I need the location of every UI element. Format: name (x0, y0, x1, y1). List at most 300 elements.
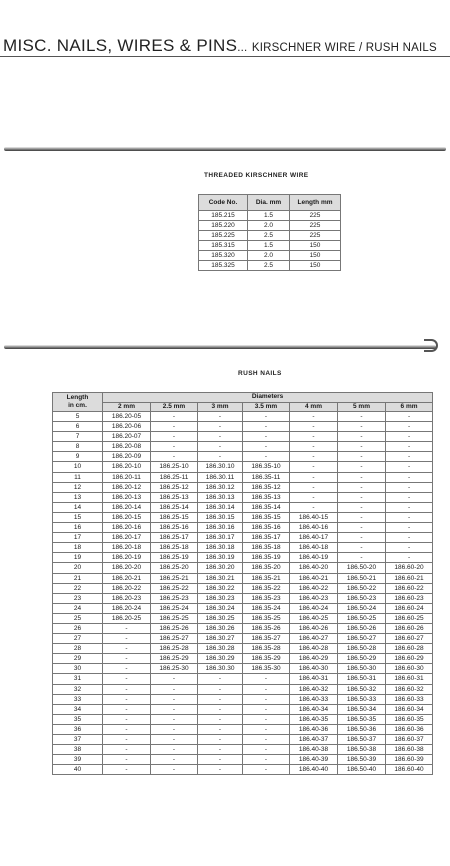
table-cell: - (243, 724, 290, 734)
table-cell: 40 (53, 765, 103, 775)
table-cell: 186.40-17 (290, 533, 338, 543)
table-cell: 186.25-18 (151, 543, 198, 553)
table-cell: 186.20-09 (103, 452, 151, 462)
table-cell: 186.35-12 (243, 482, 290, 492)
table-cell: - (338, 432, 386, 442)
rush-nail-image (4, 345, 436, 349)
table-cell: - (338, 412, 386, 422)
table-cell: 186.50-40 (338, 765, 386, 775)
table-cell: 186.25-21 (151, 573, 198, 583)
table-cell: - (103, 674, 151, 684)
table-cell: 186.30.19 (198, 553, 243, 563)
table-cell: 186.50-31 (338, 674, 386, 684)
table-cell: - (243, 704, 290, 714)
table-cell: - (151, 714, 198, 724)
table-row (53, 523, 433, 533)
table-cell: - (151, 755, 198, 765)
table-cell: - (338, 523, 386, 533)
table-cell: - (338, 553, 386, 563)
table-row (199, 231, 341, 241)
table-cell: 186.60-26 (386, 623, 433, 633)
table-cell: - (103, 714, 151, 724)
table-cell: 38 (53, 745, 103, 755)
table-cell: 186.30.27 (198, 634, 243, 644)
table-cell: 186.60-31 (386, 674, 433, 684)
table-cell: 26 (53, 623, 103, 633)
table-cell: - (386, 512, 433, 522)
table-cell: 186.50-26 (338, 623, 386, 633)
table-cell: 186.60-21 (386, 573, 433, 583)
table-cell: 186.40-37 (290, 735, 338, 745)
table-cell: - (198, 765, 243, 775)
table-cell: - (386, 452, 433, 462)
table-cell: 186.30.14 (198, 502, 243, 512)
table-row (53, 533, 433, 543)
table-cell: - (151, 735, 198, 745)
table-cell: 186.35-17 (243, 533, 290, 543)
table-cell: 186.35-15 (243, 512, 290, 522)
table-cell: - (243, 452, 290, 462)
table-cell: 186.60-36 (386, 724, 433, 734)
table-cell: 186.40-21 (290, 573, 338, 583)
table-cell: - (243, 422, 290, 432)
diameter-header: 4 mm (290, 402, 338, 412)
table-row (199, 211, 341, 221)
table-cell: 186.35-24 (243, 603, 290, 613)
table-cell: 186.30.12 (198, 482, 243, 492)
table-row (53, 502, 433, 512)
table-cell: - (243, 714, 290, 724)
table-row (53, 714, 433, 724)
table-cell: 2.5 (248, 231, 290, 241)
table-cell: 186.25-22 (151, 583, 198, 593)
rush-table-title: RUSH NAILS (238, 370, 282, 377)
table-row (53, 482, 433, 492)
table-cell: 186.40-15 (290, 512, 338, 522)
table-cell: 186.35-30 (243, 664, 290, 674)
table-row (53, 684, 433, 694)
table-cell: 185.315 (199, 241, 248, 251)
table-cell: 186.50-24 (338, 603, 386, 613)
table-row (53, 472, 433, 482)
table-cell: 12 (53, 482, 103, 492)
table-cell: - (290, 412, 338, 422)
table-cell: 186.50-37 (338, 735, 386, 745)
table-cell: - (198, 704, 243, 714)
table-cell: 186.20-13 (103, 492, 151, 502)
table-row (53, 755, 433, 765)
table-cell: - (386, 412, 433, 422)
table-cell: 186.60-27 (386, 634, 433, 644)
diameter-header: 2.5 mm (151, 402, 198, 412)
table-cell: 2.5 (248, 261, 290, 271)
table-row (53, 765, 433, 775)
table-cell: - (198, 724, 243, 734)
table-row (53, 543, 433, 553)
kirschner-wire-image (4, 147, 446, 151)
table-cell: - (103, 745, 151, 755)
table-cell: 186.25-24 (151, 603, 198, 613)
table-cell: - (290, 482, 338, 492)
table-cell: - (198, 674, 243, 684)
table-cell: 186.60-25 (386, 613, 433, 623)
table-cell: 186.40-38 (290, 745, 338, 755)
table-cell: 186.20-22 (103, 583, 151, 593)
table-cell: - (338, 482, 386, 492)
table-cell: - (151, 684, 198, 694)
table-row (53, 442, 433, 452)
table-cell: 18 (53, 543, 103, 553)
table-cell: 27 (53, 634, 103, 644)
length-header-line2: in cm. (68, 402, 87, 409)
table-cell: 186.50-39 (338, 755, 386, 765)
table-cell: 186.60-38 (386, 745, 433, 755)
table-row (53, 593, 433, 603)
table-cell: - (151, 694, 198, 704)
table-cell: 186.25-27 (151, 634, 198, 644)
column-header: Code No. (199, 195, 248, 211)
table-cell: - (103, 704, 151, 714)
table-cell: 186.50-30 (338, 664, 386, 674)
table-cell: 186.35-23 (243, 593, 290, 603)
table-cell: 186.60-40 (386, 765, 433, 775)
page-title: MISC. NAILS, WIRES & PINS (3, 36, 238, 55)
table-cell: 24 (53, 603, 103, 613)
table-row (199, 241, 341, 251)
table-cell: 150 (290, 261, 341, 271)
table-cell: 186.35-20 (243, 563, 290, 573)
table-cell: 22 (53, 583, 103, 593)
table-cell: 186.25-11 (151, 472, 198, 482)
table-cell: 186.40-19 (290, 553, 338, 563)
table-cell: 186.60-37 (386, 735, 433, 745)
table-cell: - (243, 765, 290, 775)
table-cell: - (151, 724, 198, 734)
table-row (53, 694, 433, 704)
table-cell: 186.20-05 (103, 412, 151, 422)
table-cell: 150 (290, 251, 341, 261)
table-cell: 186.30.24 (198, 603, 243, 613)
table-cell: 186.30.17 (198, 533, 243, 543)
table-cell: 186.20-11 (103, 472, 151, 482)
table-cell: 186.40-24 (290, 603, 338, 613)
table-cell: - (290, 432, 338, 442)
table-cell: 186.20-21 (103, 573, 151, 583)
table-row (53, 603, 433, 613)
table-cell: 186.20-08 (103, 442, 151, 452)
table-cell: 186.30.20 (198, 563, 243, 573)
table-cell: 33 (53, 694, 103, 704)
table-cell: 6 (53, 422, 103, 432)
table-cell: - (103, 694, 151, 704)
table-row (53, 452, 433, 462)
table-cell: - (386, 502, 433, 512)
table-cell: 186.40-34 (290, 704, 338, 714)
kirschner-table-title: THREADED KIRSCHNER WIRE (204, 172, 309, 179)
table-cell: 15 (53, 512, 103, 522)
table-cell: 186.25-26 (151, 623, 198, 633)
rush-nail-hook (424, 339, 438, 352)
table-cell: 186.25-29 (151, 654, 198, 664)
table-cell: 186.30.13 (198, 492, 243, 502)
table-cell: - (151, 765, 198, 775)
table-cell: - (243, 412, 290, 422)
table-cell: - (151, 704, 198, 714)
table-cell: 186.50-32 (338, 684, 386, 694)
table-cell: 186.35-22 (243, 583, 290, 593)
table-cell: - (290, 472, 338, 482)
table-cell: - (386, 442, 433, 452)
table-cell: - (338, 533, 386, 543)
table-cell: - (338, 502, 386, 512)
table-cell: 186.25-28 (151, 644, 198, 654)
table-cell: 186.25-13 (151, 492, 198, 502)
table-cell: 186.35-11 (243, 472, 290, 482)
table-cell: 186.35-19 (243, 553, 290, 563)
table-cell: 186.20-25 (103, 613, 151, 623)
table-row (53, 674, 433, 684)
table-cell: - (290, 492, 338, 502)
table-cell: - (290, 452, 338, 462)
table-cell: - (198, 694, 243, 704)
table-cell: 186.40-36 (290, 724, 338, 734)
table-row (53, 512, 433, 522)
table-row (53, 704, 433, 714)
table-cell: 186.60-24 (386, 603, 433, 613)
table-cell: 186.50-22 (338, 583, 386, 593)
table-cell: 186.20-19 (103, 553, 151, 563)
table-row (53, 412, 433, 422)
table-cell: 186.30.23 (198, 593, 243, 603)
table-cell: 186.60-23 (386, 593, 433, 603)
table-cell: - (103, 634, 151, 644)
table-row (53, 613, 433, 623)
table-cell: 186.30.22 (198, 583, 243, 593)
table-cell: - (151, 674, 198, 684)
table-cell: - (198, 442, 243, 452)
table-cell: 186.40-29 (290, 654, 338, 664)
table-cell: 186.20-16 (103, 523, 151, 533)
table-cell: 186.35-29 (243, 654, 290, 664)
table-cell: 186.25-25 (151, 613, 198, 623)
table-cell: 186.50-23 (338, 593, 386, 603)
table-cell: 186.40-26 (290, 623, 338, 633)
table-cell: 186.40-22 (290, 583, 338, 593)
table-cell: 185.220 (199, 221, 248, 231)
table-cell: 1.5 (248, 211, 290, 221)
table-row (199, 251, 341, 261)
table-cell: - (386, 462, 433, 472)
table-cell: - (290, 462, 338, 472)
table-cell: - (243, 442, 290, 452)
table-cell: 186.30.11 (198, 472, 243, 482)
table-cell: 185.320 (199, 251, 248, 261)
table-cell: - (198, 755, 243, 765)
table-cell: - (290, 502, 338, 512)
table-cell: 186.50-38 (338, 745, 386, 755)
table-cell: 186.35-13 (243, 492, 290, 502)
table-cell: 39 (53, 755, 103, 765)
column-header: Dia. mm (248, 195, 290, 211)
table-cell: 186.50-28 (338, 644, 386, 654)
table-cell: 9 (53, 452, 103, 462)
table-cell: 37 (53, 735, 103, 745)
table-cell: 186.30.25 (198, 613, 243, 623)
table-cell: 186.35-10 (243, 462, 290, 472)
table-cell: 186.40-20 (290, 563, 338, 573)
table-cell: 186.40-16 (290, 523, 338, 533)
table-cell: 186.25-17 (151, 533, 198, 543)
table-cell: - (338, 422, 386, 432)
table-cell: 186.30.28 (198, 644, 243, 654)
table-cell: - (338, 492, 386, 502)
table-cell: 186.60-22 (386, 583, 433, 593)
table-cell: - (198, 684, 243, 694)
table-cell: - (103, 755, 151, 765)
rush-nails-table (52, 392, 433, 775)
table-cell: 186.40-35 (290, 714, 338, 724)
table-cell: - (386, 533, 433, 543)
table-cell: 186.50-33 (338, 694, 386, 704)
table-cell: 21 (53, 573, 103, 583)
table-cell: 186.40-28 (290, 644, 338, 654)
table-cell: 186.35-28 (243, 644, 290, 654)
table-cell: 225 (290, 231, 341, 241)
table-cell: - (103, 644, 151, 654)
table-cell: 186.20-17 (103, 533, 151, 543)
table-cell: 186.30.15 (198, 512, 243, 522)
table-cell: 186.25-14 (151, 502, 198, 512)
table-cell: 17 (53, 533, 103, 543)
table-cell: 225 (290, 221, 341, 231)
table-cell: 19 (53, 553, 103, 563)
table-cell: 186.35-18 (243, 543, 290, 553)
kirschner-table (198, 194, 341, 271)
table-row (53, 432, 433, 442)
table-cell: 186.50-25 (338, 613, 386, 623)
table-cell: 186.30.30 (198, 664, 243, 674)
title-separator: ... (237, 42, 248, 54)
table-cell: 186.20-12 (103, 482, 151, 492)
table-cell: - (151, 412, 198, 422)
table-cell: 186.40-25 (290, 613, 338, 623)
table-cell: - (151, 452, 198, 462)
table-cell: 186.60-33 (386, 694, 433, 704)
table-cell: 32 (53, 684, 103, 694)
table-cell: - (243, 684, 290, 694)
table-cell: 186.35-25 (243, 613, 290, 623)
table-cell: - (243, 694, 290, 704)
table-cell: 186.40-40 (290, 765, 338, 775)
table-row (199, 221, 341, 231)
table-row (53, 654, 433, 664)
table-cell: 1.5 (248, 241, 290, 251)
table-cell: - (198, 432, 243, 442)
table-cell: - (103, 664, 151, 674)
table-cell: 186.60-28 (386, 644, 433, 654)
table-cell: - (386, 543, 433, 553)
table-cell: 186.60-32 (386, 684, 433, 694)
table-row (53, 492, 433, 502)
diameter-header: 5 mm (338, 402, 386, 412)
table-cell: - (338, 462, 386, 472)
table-cell: 186.20-23 (103, 593, 151, 603)
table-cell: 186.20-06 (103, 422, 151, 432)
table-cell: 186.60-34 (386, 704, 433, 714)
table-cell: 186.50-21 (338, 573, 386, 583)
diameter-header: 2 mm (103, 402, 151, 412)
table-row (53, 724, 433, 734)
table-cell: - (338, 442, 386, 452)
table-cell: - (290, 422, 338, 432)
table-cell: 186.50-34 (338, 704, 386, 714)
diameter-header: 3.5 mm (243, 402, 290, 412)
header-divider (0, 56, 450, 57)
table-row (53, 634, 433, 644)
table-cell: 186.60-30 (386, 664, 433, 674)
table-cell: - (103, 724, 151, 734)
table-cell: 186.25-20 (151, 563, 198, 573)
table-cell: - (198, 745, 243, 755)
table-cell: 186.40-23 (290, 593, 338, 603)
table-cell: 150 (290, 241, 341, 251)
table-cell: - (243, 432, 290, 442)
table-cell: 186.60-29 (386, 654, 433, 664)
page-header (3, 36, 437, 56)
table-cell: 5 (53, 412, 103, 422)
table-cell: 186.40-18 (290, 543, 338, 553)
table-cell: 23 (53, 593, 103, 603)
table-cell: 186.30.18 (198, 543, 243, 553)
table-cell: 186.20-07 (103, 432, 151, 442)
table-cell: - (198, 452, 243, 462)
table-cell: - (386, 523, 433, 533)
table-cell: 186.20-15 (103, 512, 151, 522)
table-cell: 186.35-26 (243, 623, 290, 633)
page-subtitle: KIRSCHNER WIRE / RUSH NAILS (251, 42, 437, 54)
table-cell: - (198, 714, 243, 724)
table-row (53, 462, 433, 472)
table-cell: 186.60-20 (386, 563, 433, 573)
table-row (53, 664, 433, 674)
table-cell: 186.50-35 (338, 714, 386, 724)
table-cell: 7 (53, 432, 103, 442)
table-cell: 25 (53, 613, 103, 623)
table-cell: - (243, 674, 290, 684)
table-cell: - (151, 422, 198, 432)
table-cell: 186.20-10 (103, 462, 151, 472)
table-cell: - (386, 422, 433, 432)
table-cell: - (103, 654, 151, 664)
table-cell: 225 (290, 211, 341, 221)
table-cell: 36 (53, 724, 103, 734)
table-cell: 186.40-30 (290, 664, 338, 674)
table-cell: 31 (53, 674, 103, 684)
table-row (53, 623, 433, 633)
table-cell: 186.30.10 (198, 462, 243, 472)
table-cell: - (103, 623, 151, 633)
table-row (53, 735, 433, 745)
table-cell: 186.30.29 (198, 654, 243, 664)
table-cell: 186.30.26 (198, 623, 243, 633)
table-cell: 34 (53, 704, 103, 714)
table-cell: 186.60-39 (386, 755, 433, 765)
table-cell: 186.40-27 (290, 634, 338, 644)
table-row (53, 563, 433, 573)
table-cell: 186.50-27 (338, 634, 386, 644)
column-header: Length mm (290, 195, 341, 211)
table-row (53, 583, 433, 593)
